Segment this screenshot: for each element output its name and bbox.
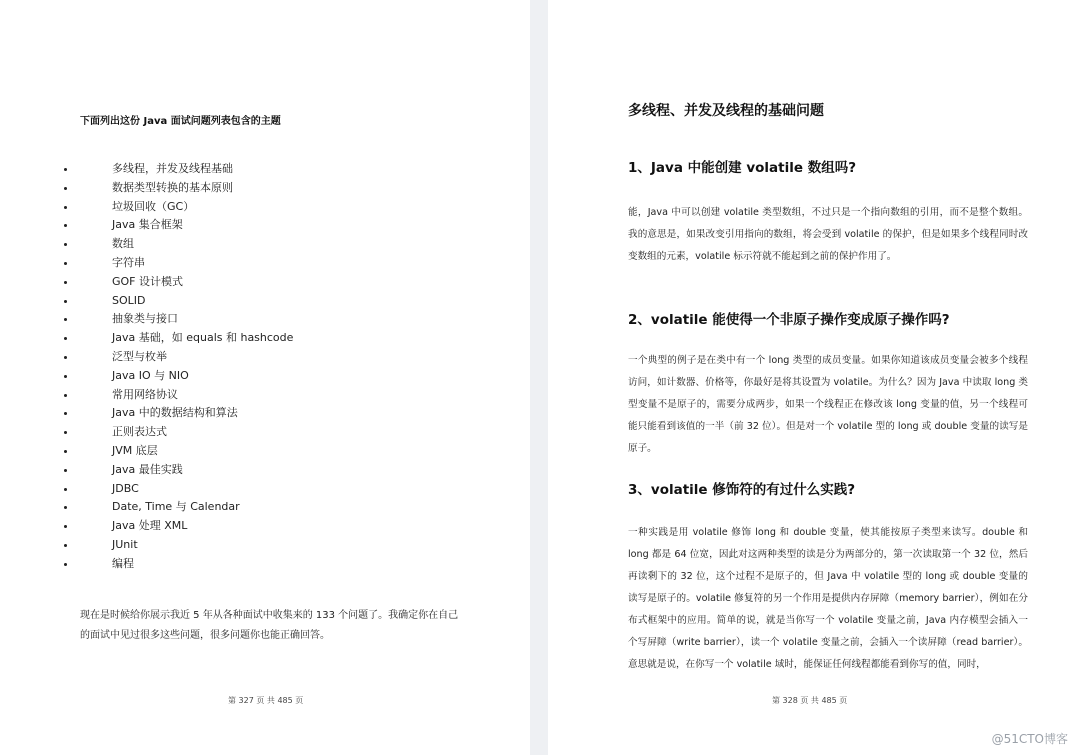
answer-paragraph: 一个典型的例子是在类中有一个 long 类型的成员变量。如果你知道该成员变量会被多个线程访问，如计数器、价格等，你最好是将其设置为 volatile。为什么？因为 Java 中读取 long 类型变量不是原子的，需要分成两步，如果一个线程正在修改该 long 变量的值，另一个线程可能只能看到该值的一半（前 32 位）。但是对一个 volatile 型的 long 或 double 变量的读写是原子。 — [628, 355, 1028, 454]
bullet-icon — [64, 187, 67, 190]
topic-label: GOF 设计模式 — [112, 274, 184, 288]
topics-heading: 下面列出这份 Java 面试问题列表包含的主题 — [80, 116, 281, 127]
topic-label: Java 中的数据结构和算法 — [112, 406, 238, 420]
question-heading: 3、volatile 修饰符的有过什么实践? — [628, 482, 856, 498]
bullet-icon — [64, 544, 67, 547]
bullet-icon — [64, 563, 67, 566]
page-number-footer: 第 327 页 共 485 页 — [228, 696, 304, 705]
bullet-icon — [64, 300, 67, 303]
topic-label: 常用网络协议 — [112, 387, 178, 401]
right-page — [548, 0, 1080, 755]
bullet-icon — [64, 337, 67, 340]
section-title: 多线程、并发及线程的基础问题 — [628, 103, 824, 119]
answer-paragraph: 能，Java 中可以创建 volatile 类型数组，不过只是一个指向数组的引用，而不是整个数组。我的意思是，如果改变引用指向的数组，将会受到 volatile 的保护，但是如果多个线程同时改变数组的元素，volatile 标示符就不能起到之前的保护作用了。 — [628, 207, 1028, 262]
bullet-icon — [64, 488, 67, 491]
page-number-footer: 第 328 页 共 485 页 — [772, 696, 848, 705]
topic-label: JDBC — [112, 481, 139, 495]
answer-paragraph: 一种实践是用 volatile 修饰 long 和 double 变量，使其能按原子类型来读写。double 和 long 都是 64 位宽，因此对这两种类型的读是分为两部分的，第一次读取第一个 32 位，然后再读剩下的 32 位，这个过程不是原子的，但 Java 中 volatile 型的 long 或 double 变量的读写是原子的。volatile 修复符的另一个作用是提供内存屏障（memory barrier），例如在分布式框架中的应用。简单的说，就是当你写一个 volatile 变量之前，Java 内存模型会插入一个写屏障（write barrier），读一个 volatile 变量之前，会插入一个读屏障（read barrier）。意思就是说，在你写一个 volatile 域时，能保证任何线程都能看到你写的值，同时， — [628, 527, 1028, 670]
topic-label: 正则表达式 — [112, 425, 167, 439]
bullet-icon — [64, 206, 67, 209]
topic-label: SOLID — [112, 293, 146, 307]
bullet-icon — [64, 525, 67, 528]
topic-label: Date, Time 与 Calendar — [112, 500, 240, 514]
left-page — [0, 0, 530, 755]
bullet-icon — [64, 431, 67, 434]
topic-label: JUnit — [112, 537, 138, 551]
topic-label: Java 集合框架 — [112, 218, 183, 232]
topic-label: 编程 — [112, 556, 134, 570]
topic-label: 垃圾回收（GC） — [112, 199, 195, 213]
intro-paragraph: 现在是时候给你展示我近 5 年从各种面试中收集来的 133 个问题了。我确定你在自己的面试中见过很多这些问题，很多问题你也能正确回答。 — [80, 610, 459, 641]
topic-label: 泛型与枚举 — [112, 349, 167, 363]
topic-label: 字符串 — [112, 255, 145, 269]
topic-label: Java 基础，如 equals 和 hashcode — [112, 331, 294, 345]
bullet-icon — [64, 394, 67, 397]
topic-label: 抽象类与接口 — [112, 312, 178, 326]
topic-label: Java 最佳实践 — [112, 462, 183, 476]
topic-label: 数组 — [112, 237, 134, 251]
bullet-icon — [64, 281, 67, 284]
topic-label: JVM 底层 — [112, 443, 158, 457]
topic-label: Java 处理 XML — [112, 519, 188, 533]
question-heading: 2、volatile 能使得一个非原子操作变成原子操作吗? — [628, 312, 950, 328]
watermark: @51CTO博客 — [991, 732, 1068, 746]
question-heading: 1、Java 中能创建 volatile 数组吗? — [628, 160, 857, 176]
bullet-icon — [64, 224, 67, 227]
bullet-icon — [64, 356, 67, 359]
bullet-icon — [64, 469, 67, 472]
bullet-icon — [64, 262, 67, 265]
bullet-icon — [64, 412, 67, 415]
bullet-icon — [64, 506, 67, 509]
topic-label: 数据类型转换的基本原则 — [112, 180, 233, 194]
bullet-icon — [64, 375, 67, 378]
bullet-icon — [64, 168, 67, 171]
bullet-icon — [64, 318, 67, 321]
bullet-icon — [64, 450, 67, 453]
topic-label: Java IO 与 NIO — [112, 368, 189, 382]
bullet-icon — [64, 243, 67, 246]
topic-label: 多线程，并发及线程基础 — [112, 162, 233, 175]
